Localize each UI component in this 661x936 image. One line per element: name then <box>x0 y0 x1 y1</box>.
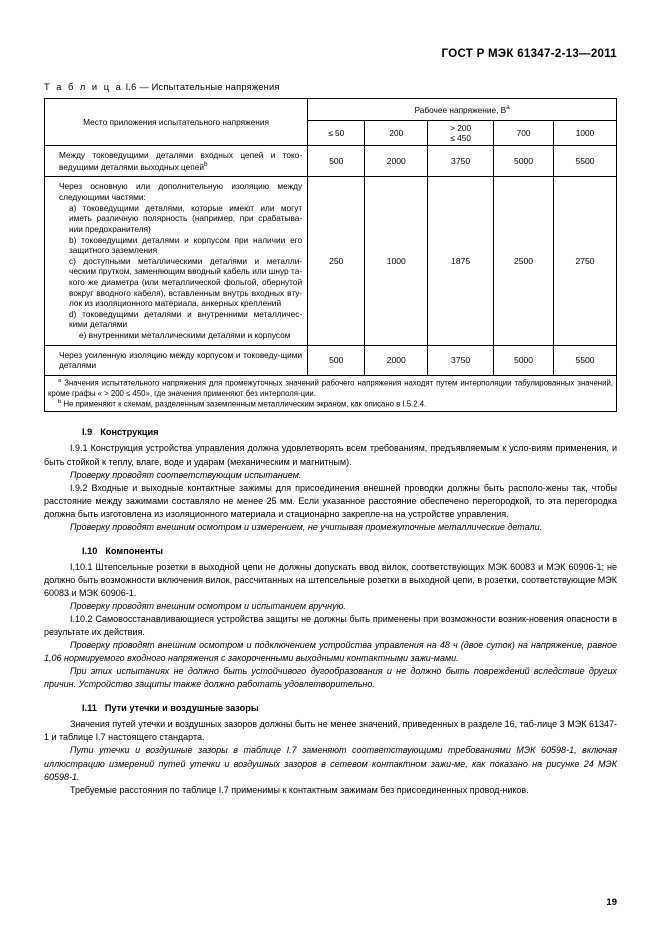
table-row-label-2: Через усиленную изоляцию между корпусом и токоведу-щими деталями <box>45 345 308 375</box>
section-title-i11: Пути утечки и воздушные зазоры <box>104 703 259 714</box>
paragraph-i11-3: Требуемые расстояния по таблице I.7 применимы к контактным зажимам без присоединенных провод-ников. <box>70 784 529 795</box>
row-label-sup-0: b <box>204 161 208 169</box>
table-col-header-3: 700 <box>494 120 554 146</box>
table-cell-0-0: 500 <box>308 146 365 177</box>
table-cell-2-3: 5000 <box>494 345 554 375</box>
paragraph-i10-2: Проверку проводят внешним осмотром и испытанием вручную. <box>70 600 346 611</box>
table-notes <box>45 375 617 412</box>
table-note-marker-1: b <box>58 398 62 405</box>
table-caption <box>44 82 617 92</box>
paragraph-i10-1: I.10.1 Штепсельные розетки в выходной цепи не должны допускать ввод вилок, соответствующих МЭК 60083 и МЭК 60906-1; не должно быть возможности включения вилок, рассчитанных на штепсельные розетки в выходной цепи, в розетки, соответствующие МЭК 60083 и МЭК 60906-1. <box>44 561 617 598</box>
table-cell-1-3: 2500 <box>494 177 554 345</box>
page-number: 19 <box>606 897 617 908</box>
paragraph-i9-1: I.9.1 Конструкция устройства управления должна удовлетворять всем требованиям, предъявляемым к усло-виям применения, и быть стойкой к теплу, влаге, воде и ударам (механическим и магнитным). <box>44 443 617 467</box>
paragraph-i10-3: I.10.2 Самовосстанавливающиеся устройства защиты не должны быть применены при возможности возник-новения опасности в результате их действия. <box>44 614 617 638</box>
table-row <box>45 146 617 177</box>
table-cell-0-1: 2000 <box>365 146 428 177</box>
section-heading-i9 <box>44 426 617 439</box>
row1-line-2: b) токоведущими деталями и корпусом при наличии его защитного заземления <box>69 234 303 256</box>
table-row-label-0 <box>45 146 308 177</box>
table-cell-0-2: 3750 <box>428 146 494 177</box>
row-label-text-0: Между токоведущими деталями входных цепей и токо-ведущими деталями выходных цепей <box>59 150 303 172</box>
table-col-header-2: > 200 ≤ 450 <box>428 120 494 146</box>
table-header-row-1 <box>45 99 617 121</box>
table-note-text-1: Не применяют к схемам, разделенным заземленным металлическим экраном, как описано в I.5.2.4. <box>63 399 427 409</box>
page-header: ГОСТ Р МЭК 61347-2-13—2011 <box>441 48 617 60</box>
table-cell-1-0: 250 <box>308 177 365 345</box>
row1-line-4: d) токоведущими деталями и внутренними металличес-кими деталями <box>69 308 303 330</box>
table-header-group-label: Рабочее напряжение, В <box>414 104 507 115</box>
table-cell-1-2: 1875 <box>428 177 494 345</box>
section-number-i11: I.11 <box>82 703 97 714</box>
paragraph-i10-5: При этих испытаниях не должно быть устойчивого дугообразования и не должно быть повреждений вследствие других причин. Устройство защиты также должно работать удовлетворительно. <box>44 666 617 690</box>
table-col-header-4: 1000 <box>554 120 617 146</box>
table-col-header-0: ≤ 50 <box>308 120 365 146</box>
table-cell-2-1: 2000 <box>365 345 428 375</box>
test-voltages-table <box>44 98 617 412</box>
table-note-0 <box>48 378 613 399</box>
table-header-group-sup: a <box>506 104 510 111</box>
row1-line-5: e) внутренними металлическими деталями и корпусом <box>79 330 291 340</box>
section-title-i9: Конструкция <box>100 427 159 438</box>
paragraph-i10-4: Проверку проводят внешним осмотром и подключением устройства управления на 48 ч (двое суток) на напряжение, равное 1,06 нормируемого входного напряжения с закороченными выходными контактными зажи-мами. <box>44 640 617 664</box>
table-header-group <box>308 99 617 121</box>
section-number-i9: I.9 <box>82 427 93 438</box>
section-title-i10: Компоненты <box>105 545 163 556</box>
table-cell-2-4: 5500 <box>554 345 617 375</box>
paragraph-i11-2: Пути утечки и воздушные зазоры в таблице I.7 заменяют соответствующими требованиями МЭК 60598-1, включая иллюстрацию измерений путей утечки и воздушных зазоров в сетевом контактном зажи-ме, как показано на рисунке 24 МЭК 60598-1. <box>44 745 617 782</box>
table-caption-dash: — <box>139 82 149 92</box>
section-heading-i11 <box>44 702 617 715</box>
table-row-label-1 <box>45 177 308 345</box>
section-heading-i10 <box>44 545 617 558</box>
table-note-text-0: Значения испытательного напряжения для промежуточных значений рабочего напряжения находят путем интерполяции табулированных значений, кроме графы « > 200 ≤ 450», где значения применяют без интерполя-ции. <box>48 378 613 398</box>
table-note-1 <box>48 399 613 410</box>
table-cell-1-4: 2750 <box>554 177 617 345</box>
table-cell-0-4: 5500 <box>554 146 617 177</box>
table-cell-2-0: 500 <box>308 345 365 375</box>
row1-line-3: c) доступными металлическими деталями и металли-ческим прутком, заменяющим вводный кабель или шнур та-кого же диаметра (или металлической фольгой, обернутой вокруг вводного кабеля), вставленным внутрь входных вту-лок из изоляционного материала, анкерных креплений <box>69 255 303 309</box>
row1-line-0: Через основную или дополнительную изоляцию между следующими частями: <box>59 181 303 203</box>
table-row <box>45 345 617 375</box>
table-col-header-1: 200 <box>365 120 428 146</box>
table-row <box>45 177 617 345</box>
table-header-left: Место приложения испытательного напряжения <box>45 99 308 146</box>
table-cell-2-2: 3750 <box>428 345 494 375</box>
table-cell-1-1: 1000 <box>365 177 428 345</box>
table-notes-row <box>45 375 617 412</box>
paragraph-i9-3: I.9.2 Входные и выходные контактные зажимы для присоединения внешней проводки должны быть располо-жены так, чтобы расстояние между зажимами составляло не менее 25 мм. Если указанное расстояние обеспечено перегородкой, то эта перегородка должна быть изготовлена из изоляционного материала и стационарно закрепле-на на устройстве управления. <box>44 482 617 519</box>
table-note-marker-0: a <box>58 377 62 384</box>
table-cell-0-3: 5000 <box>494 146 554 177</box>
paragraph-i11-1: Значения путей утечки и воздушных зазоров должны быть не менее значений, приведенных в разделе 16, таб-лице 3 МЭК 61347-1 и таблице I.7 настоящего стандарта. <box>44 719 617 743</box>
paragraph-i9-2: Проверку проводят соответствующим испытанием. <box>70 469 302 480</box>
paragraph-i9-4: Проверку проводят внешним осмотром и измерением, не учитывая промежуточные металлические детали. <box>70 521 543 532</box>
section-number-i10: I.10 <box>82 545 98 556</box>
document-body <box>44 426 617 796</box>
table-caption-title: Испытательные напряжения <box>151 82 280 92</box>
table-caption-number: I.6 <box>125 82 137 92</box>
row1-line-1: a) токоведущими деталями, которые имеют или могут иметь различную полярность (например, при срабатыва-нии предохранителя) <box>69 202 303 234</box>
table-caption-prefix: Т а б л и ц а <box>44 82 123 92</box>
